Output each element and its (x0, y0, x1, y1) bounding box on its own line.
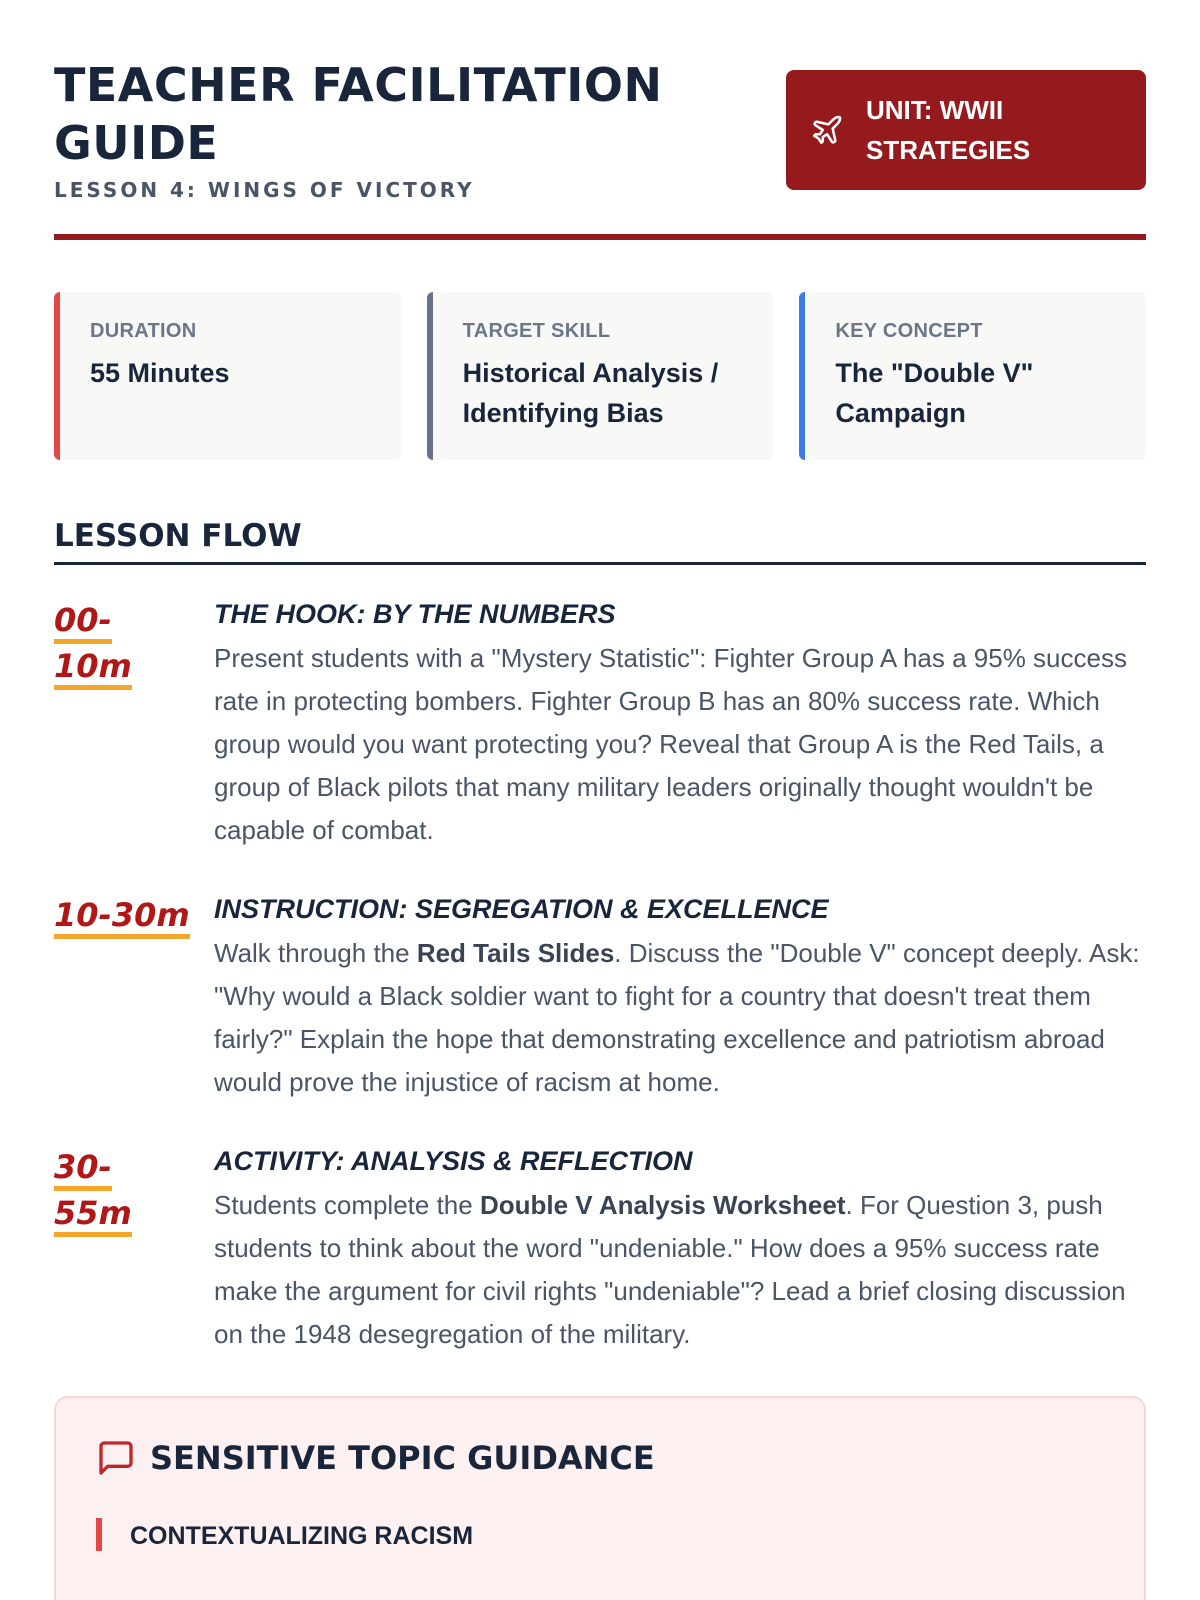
flow-text-bold: Double V Analysis Worksheet (479, 1190, 846, 1220)
flow-text-after: . Discuss the "Double V" concept deeply. Ask: "Why would a Black soldier want to fight for a country that doesn't treat them fairly?" Explain the hope that demonstrating excellence and patriotism abroad would prove the injustice of racism at home. (214, 938, 1140, 1097)
flow-text-before: Students complete the (214, 1190, 480, 1220)
flow-time (54, 892, 214, 1104)
page-title-line1: TEACHER FACILITATION (54, 58, 663, 112)
flow-text-before: Walk through the (214, 938, 417, 968)
guidance-item (96, 1518, 1104, 1551)
airplane-icon (810, 113, 844, 147)
flow-time (54, 597, 214, 852)
card-value-line1: Historical Analysis / (462, 358, 719, 388)
flow-item-instruction (54, 892, 1146, 1104)
duration-card (54, 292, 401, 460)
flow-text-bold: Red Tails Slides (416, 938, 615, 968)
card-value-line2: Campaign (835, 398, 966, 428)
card-label: KEY CONCEPT (835, 320, 983, 342)
unit-badge (786, 70, 1146, 190)
flow-text (214, 1184, 1146, 1356)
unit-badge-line1: UNIT: WWII (866, 95, 1004, 125)
card-value-line1: The "Double V" (835, 358, 1034, 388)
flow-time-line2: 55m (54, 1194, 132, 1237)
flow-heading: THE HOOK: BY THE NUMBERS (214, 599, 616, 629)
flow-time-line1: 10-30m (54, 896, 190, 939)
flow-body (214, 892, 1146, 1104)
flow-heading: INSTRUCTION: SEGREGATION & EXCELLENCE (214, 894, 829, 924)
header (54, 56, 1146, 202)
lesson-flow (54, 597, 1146, 1356)
flow-body (214, 597, 1146, 852)
flow-text (214, 932, 1146, 1104)
flow-body (214, 1144, 1146, 1356)
lesson-subtitle: LESSON 4: WINGS OF VICTORY (54, 178, 475, 202)
card-value-line2: Identifying Bias (462, 398, 664, 428)
unit-badge-label (866, 90, 1030, 170)
message-icon (96, 1438, 136, 1478)
unit-badge-line2: STRATEGIES (866, 135, 1031, 165)
flow-time-line1: 30- (54, 1148, 112, 1191)
card-label: TARGET SKILL (462, 320, 611, 342)
guidance-header (96, 1438, 1104, 1478)
flow-time-line1: 00- (54, 601, 112, 644)
card-value-line1: 55 Minutes (90, 358, 230, 388)
info-cards (54, 292, 1146, 460)
title-block (54, 56, 754, 202)
card-value (90, 353, 371, 393)
flow-item-hook (54, 597, 1146, 852)
flow-heading: ACTIVITY: ANALYSIS & REFLECTION (214, 1146, 693, 1176)
key-concept-card (799, 292, 1146, 460)
card-value (463, 353, 744, 433)
lesson-flow-title: LESSON FLOW (54, 518, 1146, 565)
flow-time (54, 1144, 214, 1356)
flow-text-after: . For Question 3, push students to think about the word "undeniable." How does a 95% success rate make the argument for civil rights "undeniable"? Lead a brief closing discussion on the 1948 desegregation of the military. (214, 1190, 1126, 1349)
flow-text: Present students with a "Mystery Statistic": Fighter Group A has a 95% success rate in protecting bombers. Fighter Group B has an 80% success rate. Which group would you want protecting you? Reveal that Group A is the Red Tails, a group of Black pilots that many military leaders originally thought wouldn't be capable of combat. (214, 643, 1127, 845)
card-label: DURATION (90, 320, 197, 342)
page-title (54, 56, 754, 172)
flow-item-activity (54, 1144, 1146, 1356)
header-divider (54, 234, 1146, 240)
flow-time-line2: 10m (54, 647, 132, 690)
sensitive-topic-guidance (54, 1396, 1146, 1600)
guidance-item-title: CONTEXTUALIZING RACISM (130, 1522, 474, 1550)
guidance-title: SENSITIVE TOPIC GUIDANCE (150, 1439, 655, 1477)
card-value (835, 353, 1116, 433)
page-title-line2: GUIDE (54, 116, 219, 170)
target-skill-card (427, 292, 774, 460)
